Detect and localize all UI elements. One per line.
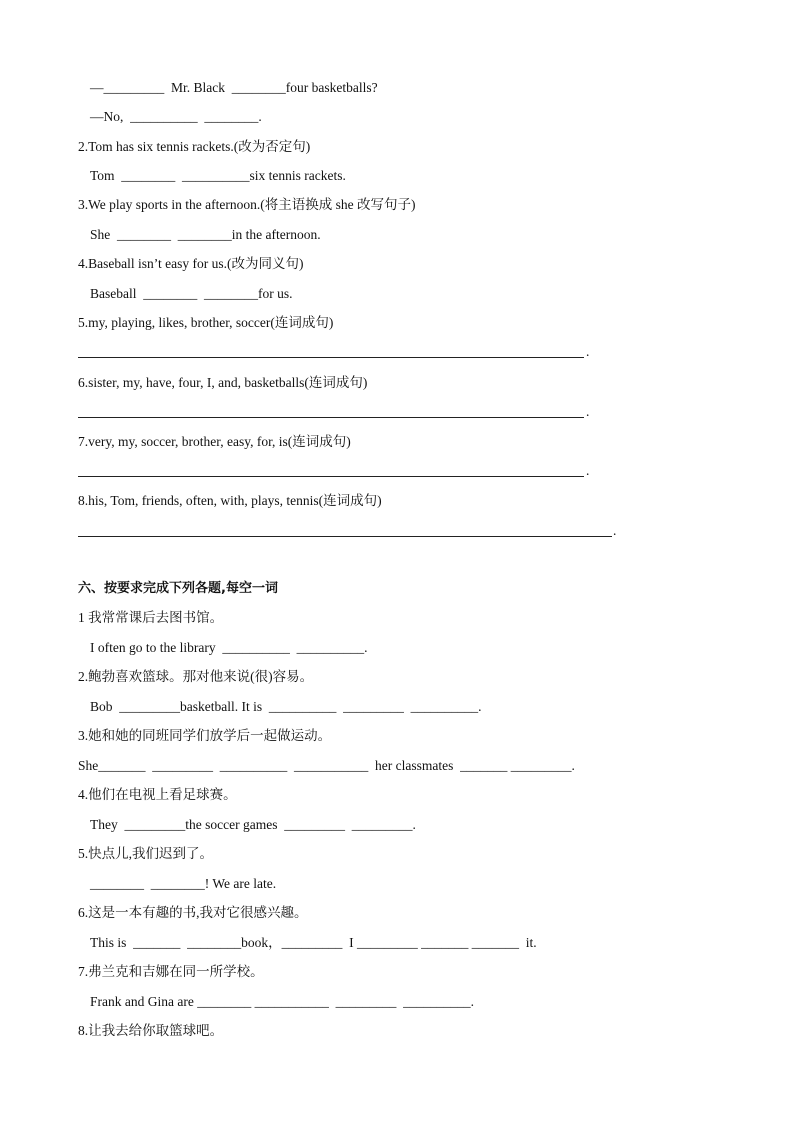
s6-question-7-answer: Frank and Gina are ________ ___________ _________ __________. [90,994,474,1009]
question-2-prompt: 2.Tom has six tennis rackets.(改为否定句) [78,139,311,154]
s6-question-3-answer: She_______ _________ __________ ___________ her classmates _______ _________. [78,758,575,773]
question-1-line-2: —No, __________ ________. [90,109,262,124]
question-5-prompt: 5.my, playing, likes, brother, soccer(连词成句) [78,315,334,330]
s6-question-6-answer: This is _______ ________book，_________ I _________ _______ _______ it. [90,935,537,950]
s6-question-4-answer: They _________the soccer games _________ _________. [90,817,416,832]
question-8-prompt: 8.his, Tom, friends, often, with, plays, tennis(连词成句) [78,493,382,508]
question-7-answer-line[interactable] [78,476,584,477]
question-3-answer: She ________ ________in the afternoon. [90,227,321,242]
question-7-period: . [586,463,590,478]
s6-question-6-prompt: 6.这是一本有趣的书,我对它很感兴趣。 [78,905,308,920]
s6-question-5-answer: ________ ________! We are late. [90,876,277,891]
s6-question-2-answer: Bob _________basketball. It is __________ _________ __________. [90,699,482,714]
question-1-line-1: —_________ Mr. Black ________four basketballs? [90,80,378,95]
question-7-prompt: 7.very, my, soccer, brother, easy, for, is(连词成句) [78,434,351,449]
question-2-answer: Tom ________ __________six tennis rackets. [90,168,346,183]
question-8-answer-line[interactable] [78,536,612,537]
s6-question-7-prompt: 7.弗兰克和吉娜在同一所学校。 [78,964,264,979]
s6-question-5-prompt: 5.快点儿,我们迟到了。 [78,846,213,861]
question-6-prompt: 6.sister, my, have, four, I, and, basketballs(连词成句) [78,375,368,390]
question-8-period: . [613,523,617,538]
s6-question-2-prompt: 2.鲍勃喜欢篮球。那对他来说(很)容易。 [78,669,314,684]
s6-question-3-prompt: 3.她和她的同班同学们放学后一起做运动。 [78,728,332,743]
s6-question-4-prompt: 4.他们在电视上看足球赛。 [78,787,237,802]
question-3-prompt: 3.We play sports in the afternoon.(将主语换成 she 改写句子) [78,197,416,212]
s6-question-8-prompt: 8.让我去给你取篮球吧。 [78,1023,224,1038]
question-5-period: . [586,344,590,359]
s6-question-1-prompt: 1 我常常课后去图书馆。 [78,610,224,625]
question-6-period: . [586,404,590,419]
question-4-prompt: 4.Baseball isn’t easy for us.(改为同义句) [78,256,304,271]
question-6-answer-line[interactable] [78,417,584,418]
question-5-answer-line[interactable] [78,357,584,358]
question-4-answer: Baseball ________ ________for us. [90,286,293,301]
section-6-heading: 六、按要求完成下列各题,每空一词 [78,581,278,596]
s6-question-1-answer: I often go to the library __________ __________. [90,640,368,655]
